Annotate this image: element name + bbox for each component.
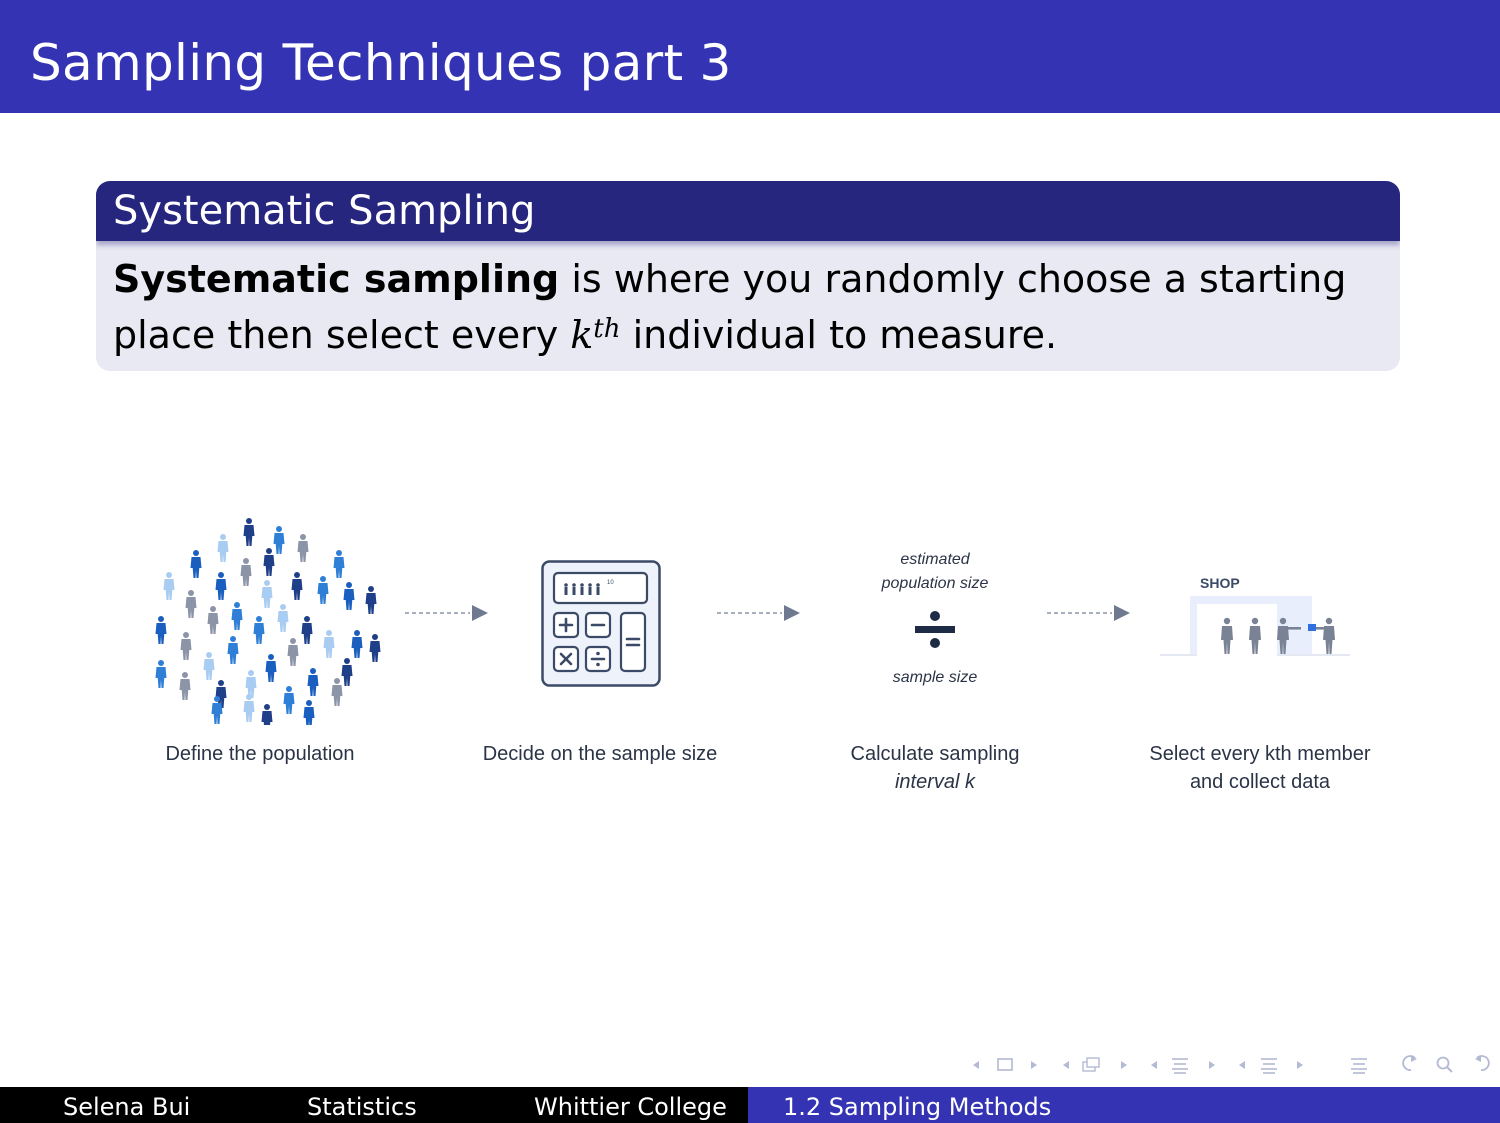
person-icon (292, 572, 303, 600)
footer-institution: Whittier College (534, 1093, 727, 1121)
calculator-icon (541, 560, 661, 687)
person-icon (164, 572, 175, 600)
step-3-line-1: Calculate sampling (850, 743, 1020, 765)
step-2-label (450, 740, 750, 768)
person-icon (241, 558, 252, 586)
beamer-navigation-icons[interactable] (965, 1052, 1495, 1078)
person-icon (156, 660, 167, 688)
person-icon (266, 654, 277, 682)
person-icon (274, 526, 285, 554)
person-icon (232, 602, 243, 630)
shop-icon (1155, 568, 1355, 668)
person-icon (156, 616, 167, 644)
person-icon (244, 694, 255, 722)
footline (0, 1087, 1500, 1123)
person-icon (244, 518, 255, 546)
numerator-line-2: population size (881, 575, 989, 592)
person-icon (334, 550, 345, 578)
person-icon (332, 678, 343, 706)
person-icon (204, 652, 215, 680)
person-icon (180, 672, 191, 700)
step-2-text: Decide on the sample size (482, 743, 718, 765)
person-icon (218, 534, 229, 562)
shop-sign: SHOP (1200, 575, 1240, 591)
footer-section: 1.2 Sampling Methods (783, 1093, 1052, 1121)
person-icon (298, 534, 309, 562)
footer-course: Statistics (307, 1093, 417, 1121)
calculator-superscript: 10 (607, 580, 614, 586)
division-formula (845, 548, 1025, 698)
block-title: Systematic Sampling (113, 188, 536, 234)
th-superscript: th (593, 314, 621, 344)
person-icon (318, 576, 329, 604)
numerator-line-1: estimated (900, 551, 970, 568)
person-icon (216, 572, 227, 600)
person-icon (342, 658, 353, 686)
denominator-label: sample size (892, 669, 978, 686)
arrow-right-icon (717, 603, 802, 623)
step-4-label (1110, 740, 1410, 796)
person-icon (246, 670, 257, 698)
step-1-text: Define the population (165, 743, 355, 765)
person-icon (278, 604, 289, 632)
person-icon (284, 686, 295, 714)
person-icon (302, 616, 313, 644)
person-icon (324, 630, 335, 658)
arrow-right-icon (405, 603, 490, 623)
step-3-line-2: interval k (894, 771, 976, 793)
step-4-line-2: and collect data (1189, 771, 1331, 793)
person-icon (344, 582, 355, 610)
person-icon (254, 616, 265, 644)
step-3-label (790, 740, 1080, 796)
definition-text-2: individual to measure. (620, 313, 1058, 357)
footer-author: Selena Bui (63, 1093, 191, 1121)
block-title-bar (96, 181, 1400, 241)
k-variable: k (570, 313, 594, 357)
person-icon (228, 636, 239, 664)
numerator-label (845, 548, 1025, 596)
definition-block (96, 181, 1400, 371)
step-1-label (120, 740, 400, 768)
person-icon (304, 700, 315, 725)
block-body (96, 241, 1400, 363)
person-icon (308, 668, 319, 696)
step-4-line-1: Select every kth member (1149, 743, 1371, 765)
person-icon (366, 586, 377, 614)
frame-title: Sampling Techniques part 3 (30, 34, 732, 92)
person-icon (186, 590, 197, 618)
person-icon (208, 606, 219, 634)
definition-text-1: is where you randomly choose a starting place then select every (113, 257, 1347, 357)
arrow-right-icon (1047, 603, 1132, 623)
frame-title-bar (0, 0, 1500, 113)
person-icon (352, 630, 363, 658)
person-icon (370, 634, 381, 662)
person-icon (262, 580, 273, 608)
people-crowd-icon (145, 510, 385, 725)
person-icon (264, 548, 275, 576)
systematic-sampling-diagram (100, 500, 1420, 820)
person-icon (288, 638, 299, 666)
person-icon (181, 632, 192, 660)
person-icon (191, 550, 202, 578)
bold-term: Systematic sampling (113, 257, 560, 301)
person-icon (262, 704, 273, 725)
division-icon (913, 610, 957, 650)
